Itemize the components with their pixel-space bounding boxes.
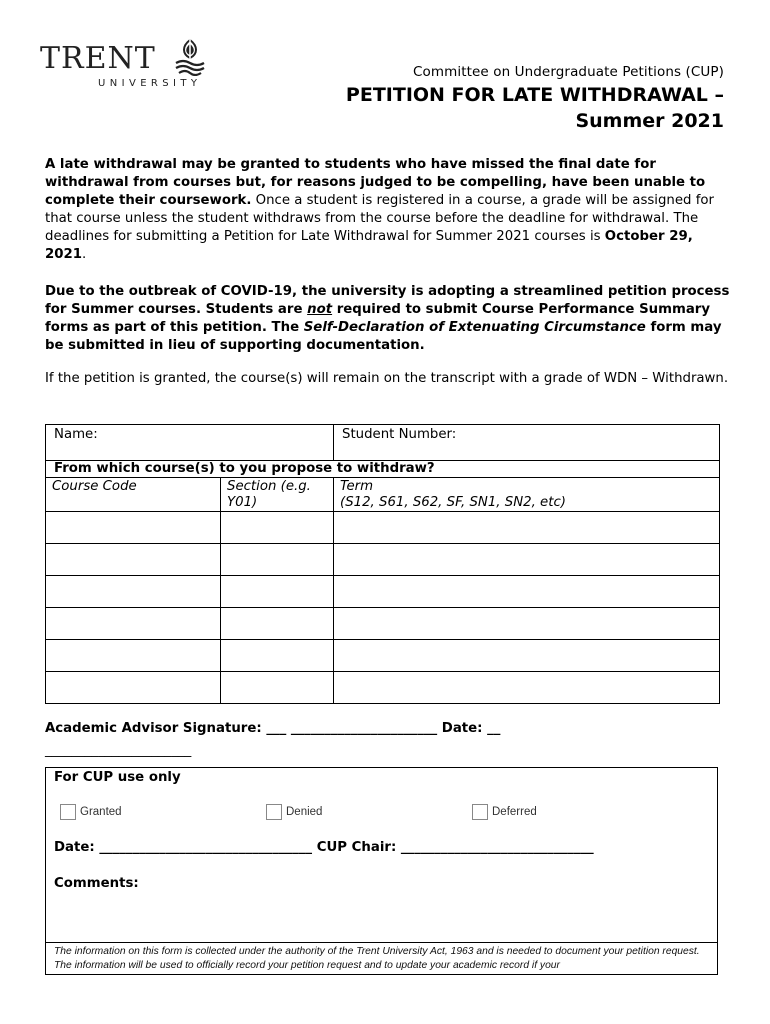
granted-checkbox[interactable]: Granted bbox=[60, 804, 122, 820]
title-line-1: PETITION FOR LATE WITHDRAWAL – bbox=[345, 84, 724, 106]
advisor-signature-continuation: ______________________ bbox=[45, 743, 192, 758]
not-emphasis: not bbox=[307, 302, 333, 317]
privacy-footer: The information on this form is collected under the authority of the Trent University Act, 1963 and is needed to document your petition request. The information will be used to officially record your petition request and to update your academic record if your bbox=[54, 946, 700, 971]
col-header-section: Section (e.g. Y01) bbox=[221, 477, 334, 511]
covid-part-2: required to submit Course Performance Summary forms as part of this petition. The bbox=[45, 302, 711, 335]
deadline-date: October 29, 2021 bbox=[45, 229, 693, 262]
cup-use-only-box bbox=[45, 767, 718, 975]
logo-subtitle: UNIVERSITY bbox=[98, 78, 202, 89]
cup-title: For CUP use only bbox=[54, 770, 181, 785]
course-grid bbox=[46, 477, 719, 703]
petition-form-table bbox=[45, 424, 720, 704]
intro-normal: Once a student is registered in a course, a grade will be assigned for that course unless the student withdraws from the course before the deadline for withdrawal. The deadlines for submitting a Petition for Late Withdrawal for Summer 2021 courses is bbox=[45, 193, 714, 244]
denied-checkbox[interactable]: Denied bbox=[266, 804, 322, 820]
col-header-course-code: Course Code bbox=[46, 477, 221, 511]
course-code-input[interactable] bbox=[46, 511, 221, 543]
courses-question: From which course(s) to you propose to withdraw? bbox=[54, 461, 435, 476]
course-code-input[interactable] bbox=[46, 543, 221, 575]
course-code-input[interactable] bbox=[46, 575, 221, 607]
section-input[interactable] bbox=[221, 607, 334, 639]
name-label: Name: bbox=[54, 427, 98, 442]
term-input[interactable] bbox=[334, 575, 719, 607]
section-input[interactable] bbox=[221, 671, 334, 703]
student-number-label: Student Number: bbox=[342, 427, 457, 442]
section-input[interactable] bbox=[221, 511, 334, 543]
advisor-signature-line[interactable]: Academic Advisor Signature: ___ ______________________ Date: __ bbox=[45, 721, 501, 736]
term-input[interactable] bbox=[334, 671, 719, 703]
term-input[interactable] bbox=[334, 639, 719, 671]
course-code-input[interactable] bbox=[46, 671, 221, 703]
intro-end: . bbox=[82, 247, 87, 262]
title-line-2: Summer 2021 bbox=[575, 110, 724, 132]
checkbox-icon bbox=[472, 804, 488, 820]
granted-note: If the petition is granted, the course(s) will remain on the transcript with a grade of WDN – Withdrawn. bbox=[45, 371, 729, 386]
covid-part-3: form may be submitted in lieu of supporting documentation. bbox=[45, 320, 722, 353]
trent-university-logo bbox=[40, 36, 216, 92]
checkbox-icon bbox=[60, 804, 76, 820]
intro-bold: A late withdrawal may be granted to students who have missed the final date for withdrawal from courses but, for reasons judged to be compelling, have been unable to complete their coursework. bbox=[45, 157, 706, 208]
deferred-checkbox[interactable]: Deferred bbox=[472, 804, 537, 820]
intro-paragraph bbox=[45, 156, 730, 264]
name-field[interactable] bbox=[46, 425, 334, 460]
covid-part-1: Due to the outbreak of COVID-19, the university is adopting a streamlined petition process for Summer courses. Students are bbox=[45, 284, 730, 317]
trent-emblem-icon bbox=[170, 36, 210, 76]
covid-paragraph bbox=[45, 283, 730, 355]
page-title bbox=[304, 82, 724, 134]
committee-name: Committee on Undergraduate Petitions (CUP) bbox=[412, 64, 724, 80]
self-declaration-form-name: Self-Declaration of Extenuating Circumstance bbox=[303, 320, 646, 335]
term-input[interactable] bbox=[334, 511, 719, 543]
section-input[interactable] bbox=[221, 543, 334, 575]
checkbox-icon bbox=[266, 804, 282, 820]
course-code-input[interactable] bbox=[46, 607, 221, 639]
section-input[interactable] bbox=[221, 639, 334, 671]
col-header-term: Term (S12, S61, S62, SF, SN1, SN2, etc) bbox=[334, 477, 719, 511]
student-number-field[interactable] bbox=[334, 425, 719, 460]
course-code-input[interactable] bbox=[46, 639, 221, 671]
comments-label: Comments: bbox=[54, 876, 139, 891]
term-input[interactable] bbox=[334, 607, 719, 639]
cup-date-chair-line[interactable]: Date: ________________________________ CUP Chair: _____________________________ bbox=[54, 840, 594, 855]
term-input[interactable] bbox=[334, 543, 719, 575]
divider bbox=[46, 942, 717, 943]
logo-wordmark: TRENT bbox=[40, 41, 156, 76]
section-input[interactable] bbox=[221, 575, 334, 607]
